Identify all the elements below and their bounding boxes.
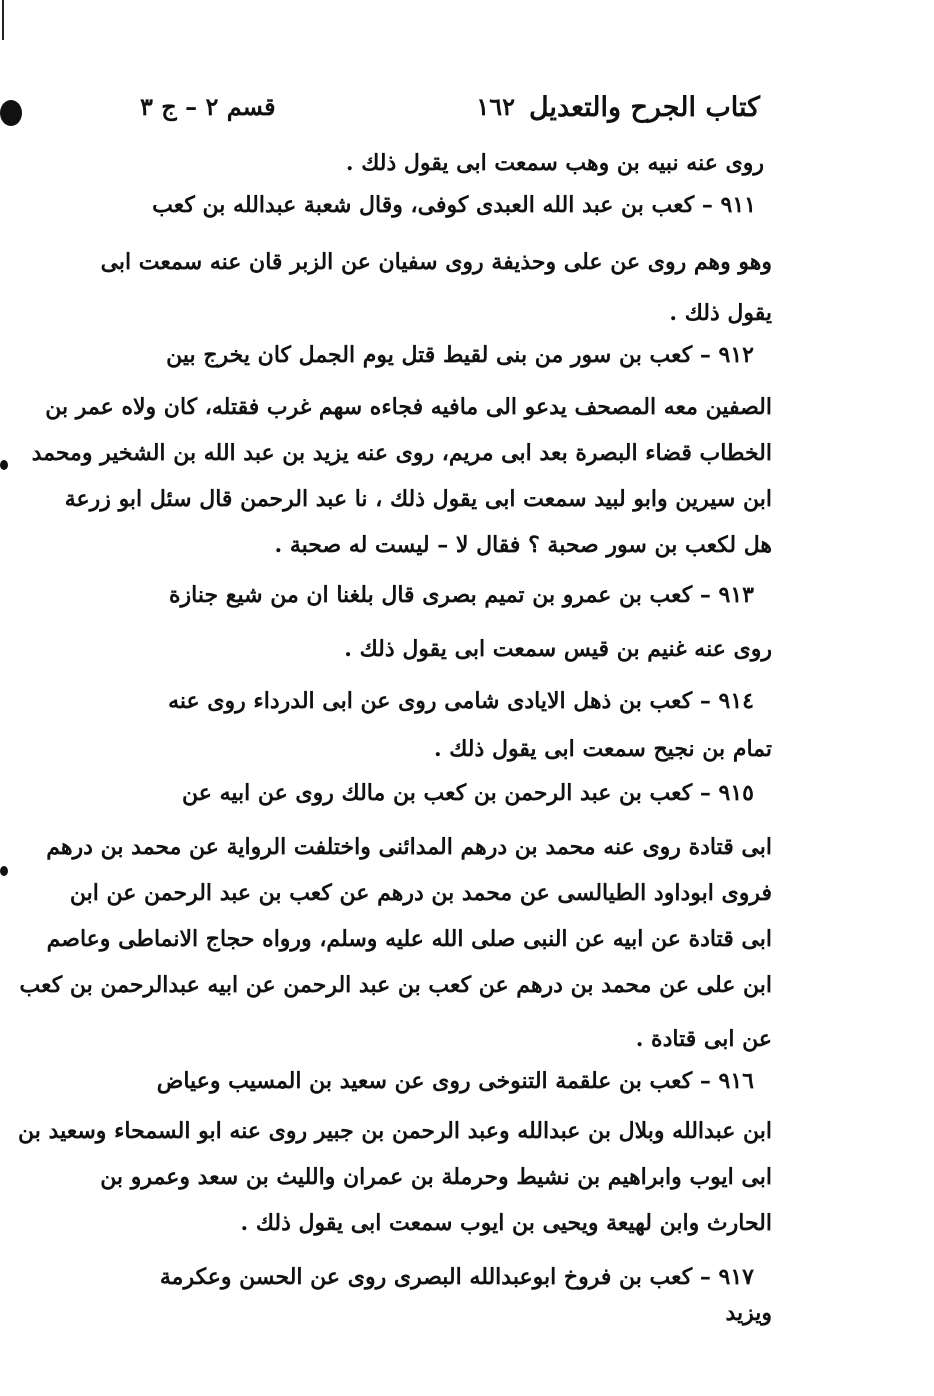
scan-edge-mark (0, 100, 22, 126)
text-line: الحارث وابن لهيعة ويحيى بن ايوب سمعت ابى يقول ذلك . (240, 1210, 772, 1236)
text-line: ابى قتادة عن ابيه عن النبى صلى الله عليه وسلم، ورواه حجاج الانماطى وعاصم (46, 926, 772, 952)
text-line: ويزيد (725, 1300, 772, 1326)
scan-edge-mark (0, 460, 8, 470)
text-line: روى عنه نبيه بن وهب سمعت ابى يقول ذلك . (345, 150, 764, 176)
text-line: وهو وهم روى عن على وحذيفة روى سفيان عن الزبر قان عنه سمعت ابى (100, 249, 772, 275)
entry-heading-911: ٩١١ – كعب بن عبد الله العبدى كوفى، وقال شعبة عبدالله بن كعب (152, 192, 756, 218)
text-line: الخطاب قضاء البصرة بعد ابى مريم، روى عنه يزيد بن عبد الله بن الشخير ومحمد (31, 440, 772, 466)
text-line: فروى ابوداود الطيالسى عن محمد بن درهم عن كعب بن عبد الرحمن عن ابن (69, 880, 772, 906)
text-line: روى عنه غنيم بن قيس سمعت ابى يقول ذلك . (344, 636, 772, 662)
text-line: الصفين معه المصحف يدعو الى مافيه فجاءه سهم غرب فقتله، كان ولاه عمر بن (45, 394, 772, 420)
text-line: يقول ذلك . (669, 300, 772, 326)
page-number: ١٦٢ (476, 92, 515, 121)
entry-heading-913: ٩١٣ – كعب بن عمرو بن تميم بصرى قال بلغنا ان من شيع جنازة (169, 582, 754, 608)
entry-heading-915: ٩١٥ – كعب بن عبد الرحمن بن كعب بن مالك روى عن ابيه عن (182, 780, 754, 806)
page-header (140, 92, 760, 132)
entry-heading-917: ٩١٧ – كعب بن فروخ ابوعبدالله البصرى روى عن الحسن وعكرمة (159, 1264, 754, 1290)
entry-heading-912: ٩١٢ – كعب بن سور من بنى لقيط قتل يوم الجمل كان يخرج بين (166, 342, 754, 368)
text-line: ابى قتادة روى عنه محمد بن درهم المدائنى واختلفت الرواية عن محمد بن درهم (46, 834, 772, 860)
text-line: ابن عبدالله وبلال بن عبدالله وعبد الرحمن بن جبير روى عنه ابو السمحاء وسعيد بن (18, 1118, 772, 1144)
section-label: قسم ٢ – ج ٣ (140, 92, 276, 121)
text-line: ابن سيرين وابو لبيد سمعت ابى يقول ذلك ، نا عبد الرحمن قال سئل ابو زرعة (64, 486, 772, 512)
text-line: تمام بن نجيح سمعت ابى يقول ذلك . (433, 736, 772, 762)
text-line: عن ابى قتادة . (635, 1026, 772, 1052)
scan-edge-line (2, 0, 4, 40)
text-line: ابى ايوب وابراهيم بن نشيط وحرملة بن عمران والليث بن سعد وعمرو بن (100, 1164, 772, 1190)
text-line: ابن على عن محمد بن درهم عن كعب بن عبد الرحمن عن ابيه عبدالرحمن بن كعب (19, 972, 772, 998)
entry-heading-914: ٩١٤ – كعب بن ذهل الايادى شامى روى عن ابى الدرداء روى عنه (168, 688, 754, 714)
text-line: هل لكعب بن سور صحبة ؟ فقال لا – ليست له صحبة . (274, 532, 772, 558)
scan-edge-mark (0, 866, 8, 876)
book-title: كتاب الجرح والتعديل (528, 92, 760, 123)
entry-heading-916: ٩١٦ – كعب بن علقمة التنوخى روى عن سعيد بن المسيب وعياض (156, 1068, 754, 1094)
